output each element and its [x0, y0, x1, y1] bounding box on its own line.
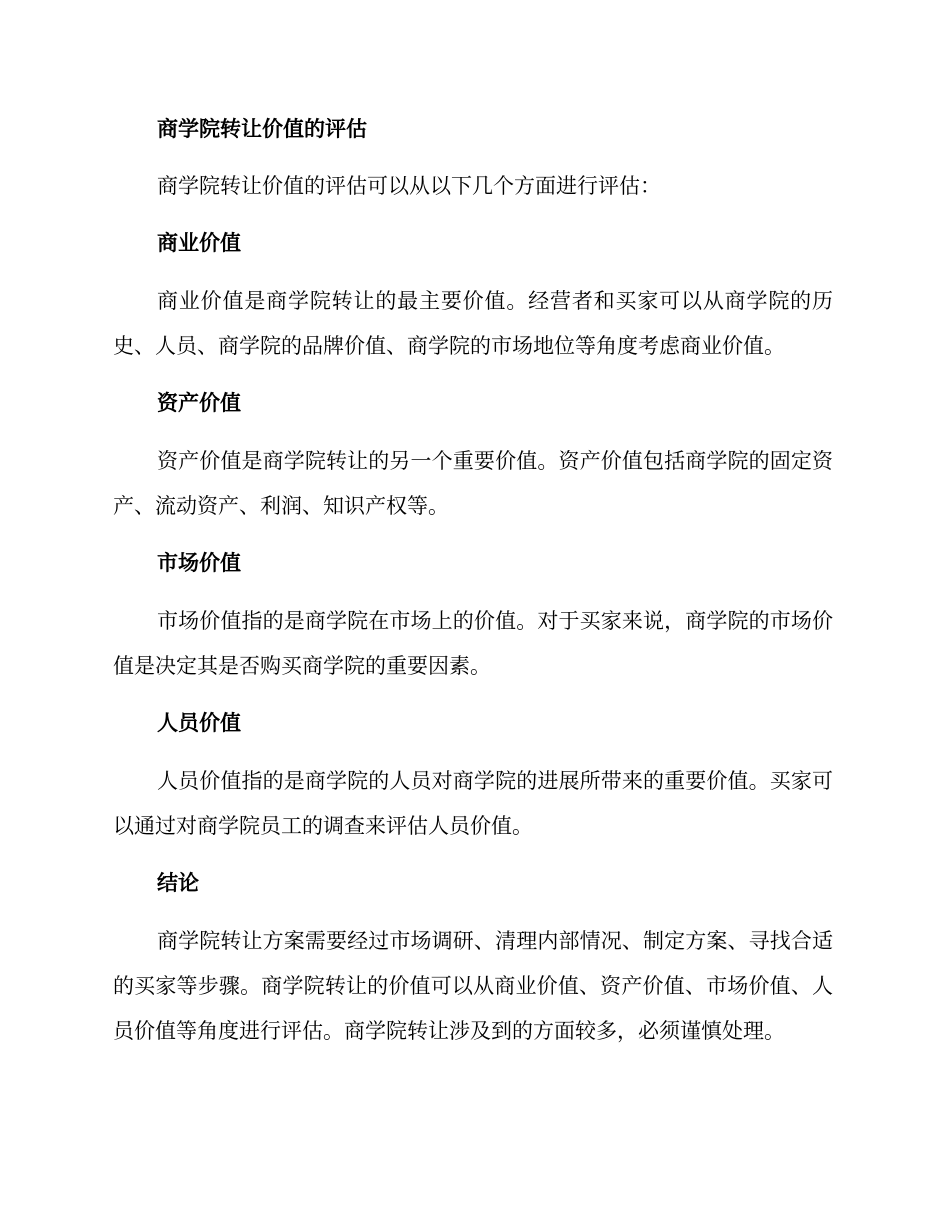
section-paragraph: 商业价值是商学院转让的最主要价值。经营者和买家可以从商学院的历史、人员、商学院的品牌价值、商学院的市场地位等角度考虑商业价值。: [113, 289, 833, 358]
section-paragraph: 商学院转让方案需要经过市场调研、清理内部情况、制定方案、寻找合适的买家等步骤。商学院转让的价值可以从商业价值、资产价值、市场价值、人员价值等角度进行评估。商学院转让涉及到的方面较多，必须谨慎处理。: [113, 929, 833, 1043]
section-paragraph: 人员价值指的是商学院的人员对商学院的进展所带来的重要价值。买家可以通过对商学院员工的调查来评估人员价值。: [113, 769, 833, 838]
document-title: 商学院转让价值的评估: [157, 117, 367, 141]
section-asset-value: [113, 387, 833, 529]
section-commercial-value: [113, 227, 833, 369]
section-personnel-value: [113, 707, 833, 849]
section-heading: 市场价值: [157, 551, 241, 575]
section-paragraph: 市场价值指的是商学院在市场上的价值。对于买家来说，商学院的市场价值是决定其是否购买商学院的重要因素。: [113, 609, 833, 678]
section-conclusion: [113, 867, 833, 1054]
section-paragraph: 资产价值是商学院转让的另一个重要价值。资产价值包括商学院的固定资产、流动资产、利润、知识产权等。: [113, 449, 833, 518]
section-market-value: [113, 547, 833, 689]
section-heading: 人员价值: [157, 711, 241, 735]
section-heading: 资产价值: [157, 391, 241, 415]
section-heading: 结论: [157, 871, 199, 895]
intro-paragraph: 商学院转让价值的评估可以从以下几个方面进行评估：: [157, 174, 661, 198]
document-body: [113, 113, 833, 1054]
section-heading: 商业价值: [157, 231, 241, 255]
